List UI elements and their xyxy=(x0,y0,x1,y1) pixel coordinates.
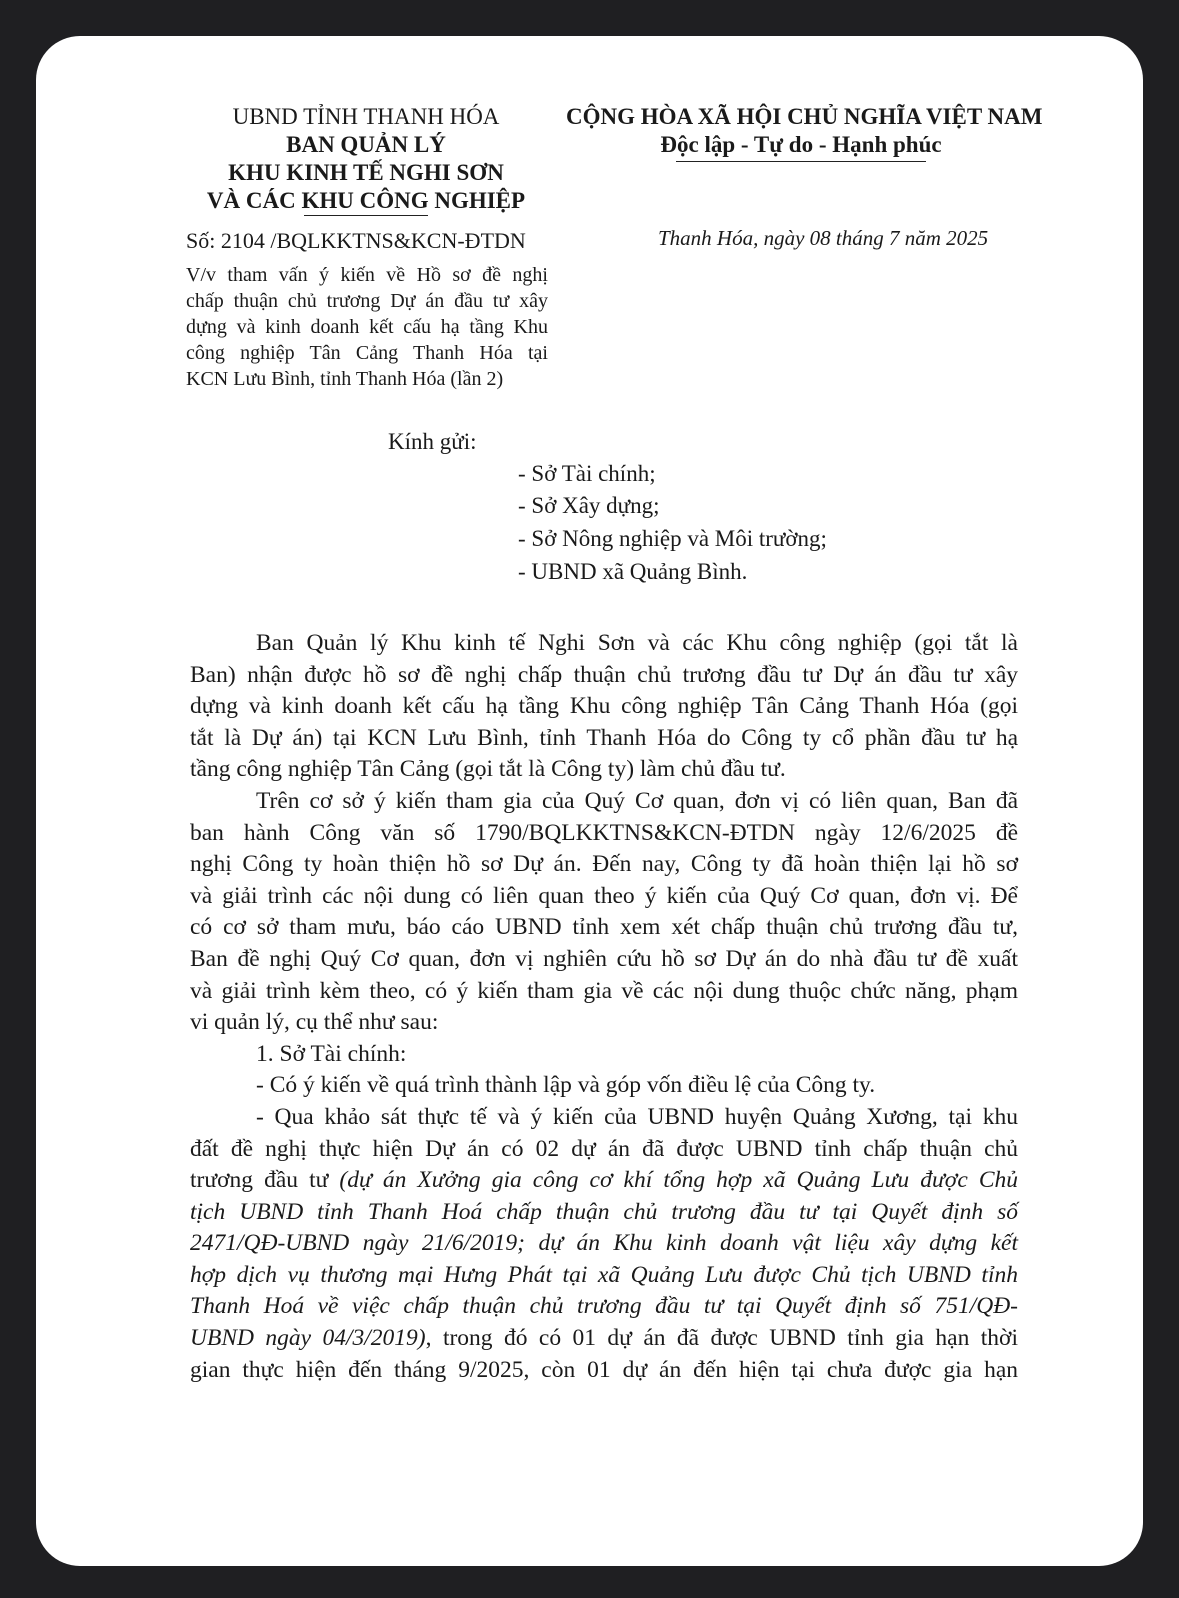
body-line: có cơ sở tham mưu, báo cáo UBND tỉnh xem xét chấp thuận chủ trương đầu tư, xyxy=(190,914,1018,941)
agency-name: UBND TỈNH THANH HÓA xyxy=(232,104,500,129)
board-name: BAN QUẢN LÝ xyxy=(286,132,446,157)
paragraph-intro xyxy=(190,628,1018,786)
recipient-item: - Sở Nông nghiệp và Môi trường; xyxy=(518,526,827,551)
body-line: - Có ý kiến về quá trình thành lập và góp vốn điều lệ của Công ty. xyxy=(256,1072,876,1099)
body-line: dựng và kinh doanh kết cấu hạ tầng Khu công nghiệp Tân Cảng Thanh Hóa (gọi xyxy=(190,693,1018,720)
body-line: Ban đề nghị Quý Cơ quan, đơn vị nghiên cứu hồ sơ Dự án do nhà đầu tư đề xuất xyxy=(190,945,1018,972)
body-text-italic: (dự án Xưởng gia công cơ khí tổng hợp xã Quảng Lưu được Chủ xyxy=(339,1167,1019,1194)
body-line: ban hành Công văn số 1790/BQLKKTNS&KCN-ĐTDN ngày 12/6/2025 đề xyxy=(190,819,1018,846)
body-text: , trong đó có 01 dự án đã được UBND tỉnh gia hạn thời xyxy=(425,1325,1018,1352)
body-text: trương đầu tư xyxy=(190,1167,340,1194)
body-line: Ban Quản lý Khu kinh tế Nghi Sơn và các Khu công nghiệp (gọi tắt là xyxy=(256,630,1018,656)
paragraph-request xyxy=(190,786,1018,1039)
subject-line: V/v tham vấn ý kiến về Hồ sơ đề nghị xyxy=(186,264,548,286)
industrial-parks-name: VÀ CÁC KHU CÔNG NGHIỆP xyxy=(206,188,526,213)
document-number: Số: 2104 /BQLKKTNS&KCN-ĐTDN xyxy=(186,228,526,253)
agency-underline xyxy=(304,215,428,216)
item1-heading xyxy=(190,1039,1018,1071)
body-line: Ban) nhận được hồ sơ đề nghị chấp thuận chủ trương đầu tư Dự án đầu tư xây xyxy=(190,661,1018,688)
recipient-item: - Sở Xây dựng; xyxy=(518,493,660,518)
document-subject xyxy=(186,262,548,392)
item1-point-b xyxy=(190,1102,1018,1386)
body-line: đất đề nghị thực hiện Dự án có 02 dự án đã được UBND tỉnh chấp thuận chủ xyxy=(190,1135,1018,1162)
body-line-italic: tịch UBND tỉnh Thanh Hoá chấp thuận chủ trương đầu tư tại Quyết định số xyxy=(190,1198,1018,1225)
body-line-mixed xyxy=(190,1323,1018,1355)
date-place: Thanh Hóa, ngày xyxy=(658,226,805,250)
body-line-mixed xyxy=(190,1165,1018,1197)
body-line: tầng công nghiệp Tân Cảng (gọi tắt là Công ty) làm chủ đầu tư. xyxy=(190,756,786,783)
body-line: và giải trình các nội dung có liên quan theo ý kiến của Quý Cơ quan, đơn vị. Để xyxy=(190,882,1018,909)
item1-point-a xyxy=(190,1070,1018,1102)
body-line: và giải trình kèm theo, có ý kiến tham gia về các nội dung thuộc chức năng, phạm xyxy=(190,977,1018,1004)
body-line: gian thực hiện đến tháng 9/2025, còn 01 dự án đến hiện tại chưa được gia hạn xyxy=(190,1356,1018,1383)
body-line: - Qua khảo sát thực tế và ý kiến của UBND huyện Quảng Xương, tại khu xyxy=(256,1103,1018,1130)
date-day: 08 xyxy=(809,226,831,250)
subject-line: dựng và kinh doanh kết cấu hạ tầng Khu xyxy=(186,316,548,338)
body-line-italic: 2471/QĐ-UBND ngày 21/6/2019; dự án Khu kinh doanh vật liệu xây dựng kết xyxy=(190,1230,1018,1257)
body-line-italic: Thanh Hoá về việc chấp thuận chủ trương đầu tư tại Quyết định số 751/QĐ- xyxy=(190,1293,1018,1320)
body-line: tắt là Dự án) tại KCN Lưu Bình, tỉnh Thanh Hóa do Công ty cổ phần đầu tư hạ xyxy=(190,724,1018,751)
letter-body xyxy=(190,628,1018,1386)
subject-line: KCN Lưu Bình, tỉnh Thanh Hóa (lần 2) xyxy=(186,368,504,390)
body-line: vi quản lý, cụ thể như sau: xyxy=(190,1009,439,1036)
body-line: 1. Sở Tài chính: xyxy=(256,1040,407,1067)
national-motto: Độc lập - Tự do - Hạnh phúc xyxy=(660,132,942,157)
body-line-italic: hợp dịch vụ thương mại Hưng Phát tại xã Quảng Lưu được Chủ tịch UBND tỉnh xyxy=(190,1261,1018,1288)
economic-zone-name: KHU KINH TẾ NGHI SƠN xyxy=(228,160,504,185)
issue-date xyxy=(658,226,988,251)
body-text-italic: UBND ngày 04/3/2019) xyxy=(190,1325,426,1352)
subject-line: công nghiệp Tân Cảng Thanh Hóa tại xyxy=(186,342,548,364)
greeting: Kính gửi: xyxy=(388,429,477,454)
recipient-item: - UBND xã Quảng Bình. xyxy=(518,559,748,584)
document-page xyxy=(36,36,1143,1566)
date-month: 7 xyxy=(889,226,900,250)
date-month-label: tháng xyxy=(835,226,884,250)
body-line: Trên cơ sở ý kiến tham gia của Quý Cơ quan, đơn vị có liên quan, Ban đã xyxy=(256,787,1018,814)
motto-underline xyxy=(676,161,926,162)
subject-line: chấp thuận chủ trương Dự án đầu tư xây xyxy=(186,290,548,312)
date-year: năm 2025 xyxy=(904,226,989,250)
recipient-item: - Sở Tài chính; xyxy=(518,461,656,486)
body-line: nghị Công ty hoàn thiện hồ sơ Dự án. Đến nay, Công ty đã hoàn thiện lại hồ sơ xyxy=(190,851,1018,878)
country-name: CỘNG HÒA XÃ HỘI CHỦ NGHĨA VIỆT NAM xyxy=(566,104,1043,129)
